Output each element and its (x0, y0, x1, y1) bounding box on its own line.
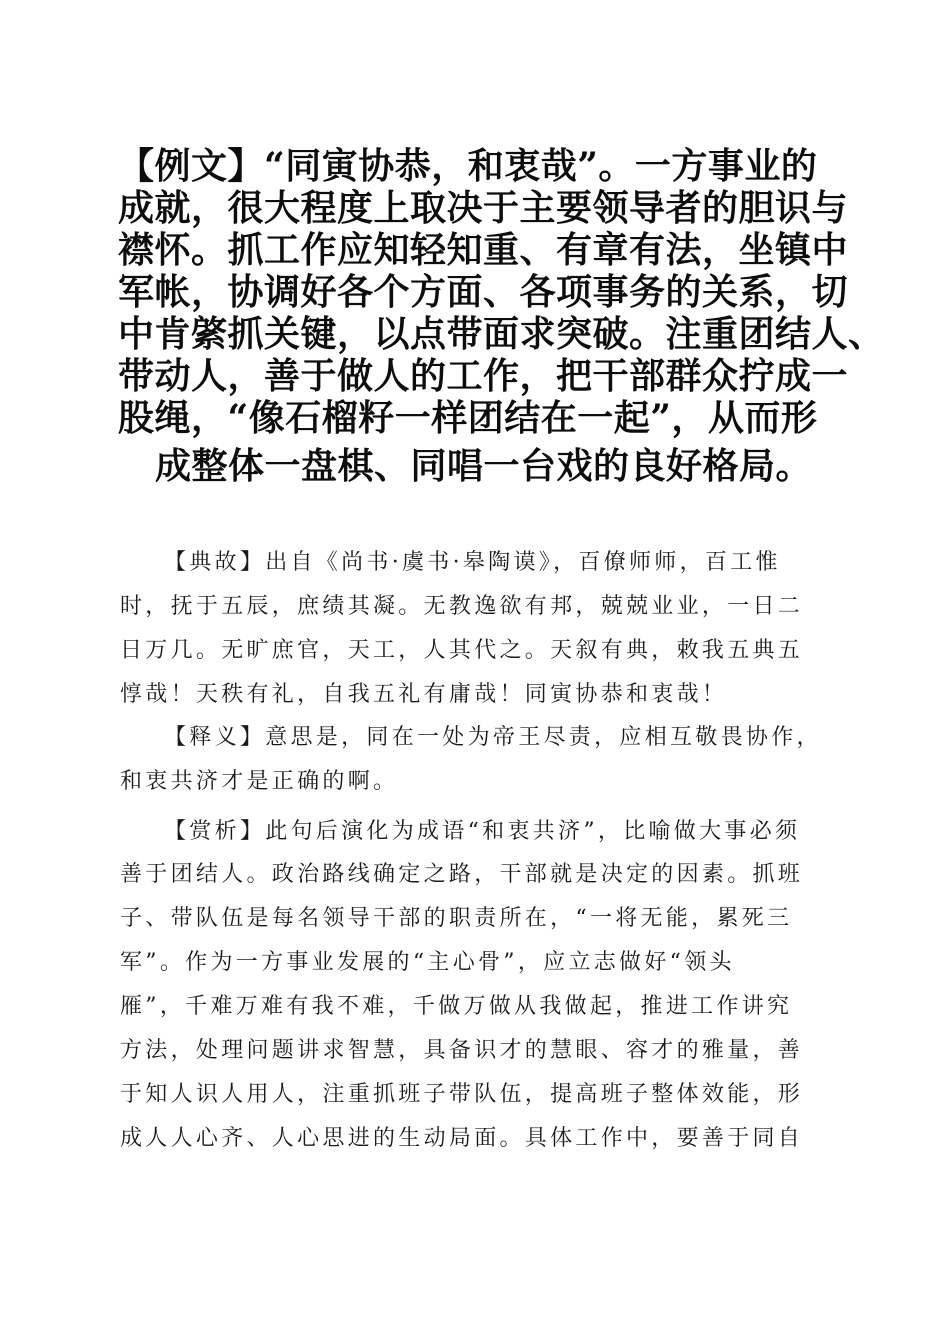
body-line: 时，抚于五辰，庶绩其凝。无教逸欲有邦，兢兢业业，一日二 (120, 594, 804, 619)
body-line: 方法，处理问题讲求智慧，具备识才的慧眼、容才的雅量，善 (120, 1038, 804, 1063)
example-line: 成就，很大程度上取决于主要领导者的胆识与 (118, 187, 849, 229)
example-line: 中肯綮抓关键，以点带面求突破。注重团结人、 (118, 313, 885, 355)
example-line: 襟怀。抓工作应知轻知重、有章有法，坐镇中 (118, 229, 849, 271)
body-line: 【释义】意思是，同在一处为帝王尽责，应相互敬畏协作， (164, 725, 822, 750)
body-line: 和衷共济才是正确的啊。 (120, 769, 399, 794)
body-line: 日万几。无旷庶官，天工，人其代之。天叙有典，敕我五典五 (120, 638, 804, 663)
example-line: 带动人，善于做人的工作，把干部群众拧成一 (118, 355, 849, 397)
body-line: 善于团结人。政治路线确定之路，干部就是决定的因素。抓班 (120, 862, 804, 887)
example-line: 【例文】“同寅协恭，和衷哉”。一方事业的 (118, 145, 818, 187)
body-line: 成人人心齐、人心思进的生动局面。具体工作中，要善于同自 (120, 1126, 804, 1151)
example-line: 成整体一盘棋、同唱一台戏的良好格局。 (155, 445, 813, 487)
example-line: 军帐，协调好各个方面、各项事务的关系，切 (118, 271, 849, 313)
body-line: 惇哉！天秩有礼，自我五礼有庸哉！同寅协恭和衷哉！ (120, 682, 728, 707)
example-line: 股绳，“像石榴籽一样团结在一起”，从而形 (118, 397, 818, 439)
body-line: 雁”，千难万难有我不难，千做万做从我做起，推进工作讲究 (120, 994, 793, 1019)
body-line: 军”。作为一方事业发展的“主心骨”，应立志做好“领头 (120, 950, 735, 975)
body-line: 【赏析】此句后演化为成语“和衷共济”，比喻做大事必须 (164, 819, 801, 844)
body-line: 【典故】出自《尚书·虞书·皋陶谟》，百僚师师，百工惟 (164, 550, 781, 575)
body-line: 子、带队伍是每名领导干部的职责所在，“一将无能，累死三 (120, 906, 793, 931)
body-line: 于知人识人用人，注重抓班子带队伍，提高班子整体效能，形 (120, 1082, 804, 1107)
